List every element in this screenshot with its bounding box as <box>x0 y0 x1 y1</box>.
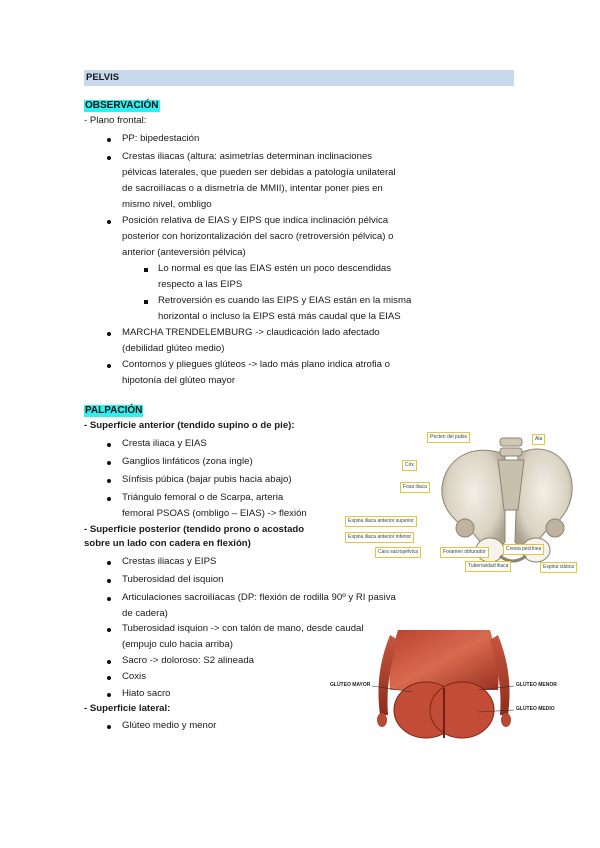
obs-bullet-3-line-2: posterior con horizontalización del sacro (retroversión pélvica) o <box>122 231 394 242</box>
bullet-icon <box>107 332 111 336</box>
bullet-icon <box>107 628 111 632</box>
lat-bullet-1: Glúteo medio y menor <box>122 720 217 731</box>
obs-bullet-3-line-3: anterior (anteversión pélvica) <box>122 247 246 258</box>
bullet-icon <box>107 497 111 501</box>
post-bullet-3-line-1: Articulaciones sacroilíacas (DP: flexión de rodilla 90º y RI pasiva <box>122 592 396 603</box>
bullet-icon <box>107 579 111 583</box>
post-bullet-4-line-2: (empujo culo hacia arriba) <box>122 639 233 650</box>
ant-bullet-4-line-2: femoral PSOAS (ombligo – EIAS) -> flexión <box>122 508 307 519</box>
post-bullet-3-line-2: de cadera) <box>122 608 168 619</box>
bullet-icon <box>107 693 111 697</box>
ant-bullet-1: Cresta iliaca y EIAS <box>122 438 207 449</box>
superficie-posterior-subheading-2: sobre un lado con cadera en flexión) <box>84 538 251 549</box>
pelvis-bone-figure <box>340 432 580 580</box>
sub-bullet-icon <box>144 300 148 304</box>
label-foramen: Foramen obturador <box>440 547 489 558</box>
label-cara: Cara sacropélvica <box>375 547 421 558</box>
obs-bullet-5-line-2: hipotonía del glúteo mayor <box>122 375 236 386</box>
bullet-icon <box>107 597 111 601</box>
ant-bullet-4-line-1: Triángulo femoral o de Scarpa, arteria <box>122 492 284 503</box>
post-bullet-1: Crestas iliacas y EIPS <box>122 556 217 567</box>
obs-bullet-3-line-1: Posición relativa de EIAS y EIPS que indica inclinación pélvica <box>122 215 389 226</box>
label-gluteo-mayor: GLÚTEO MAYOR <box>330 682 371 688</box>
label-gluteo-menor: GLÚTEO MENOR <box>516 682 557 688</box>
post-bullet-6: Coxis <box>122 671 146 682</box>
bullet-icon <box>107 156 111 160</box>
bullet-icon <box>107 220 111 224</box>
bullet-icon <box>107 461 111 465</box>
bullet-icon <box>107 725 111 729</box>
obs-bullet-5-line-1: Contornos y pliegues glúteos -> lado más plano indica atrofia o <box>122 359 390 370</box>
label-cresta-pectinea: Cresta pectínea <box>503 544 544 555</box>
obs-sub-1-line-2: respecto a las EIPS <box>158 279 243 290</box>
obs-sub-2-line-1: Retroversión es cuando las EIPS y EIAS están en la misma <box>158 295 412 306</box>
label-cox: Cóx <box>402 460 417 471</box>
bullet-icon <box>107 561 111 565</box>
obs-bullet-2-line-4: mismo nivel, ombligo <box>122 199 212 210</box>
post-bullet-5: Sacro -> doloroso: S2 alineada <box>122 655 254 666</box>
label-eias: Espina iliaca anterior superior <box>345 516 417 527</box>
obs-sub-2-line-2: horizontal o incluso la EIPS está más caudal que la EIAS <box>158 311 401 322</box>
sub-bullet-icon <box>144 268 148 272</box>
label-eiai: Espina iliaca anterior inferior <box>345 532 414 543</box>
ant-bullet-3: Sínfisis púbica (bajar pubis hacia abajo) <box>122 474 292 485</box>
obs-sub-1-line-1: Lo normal es que las EIAS estén un poco descendidas <box>158 263 392 274</box>
bullet-icon <box>107 138 111 142</box>
obs-bullet-2-line-3: de sacroilíacas o a dismetría de MMII), intentar poner pies en <box>122 183 383 194</box>
obs-bullet-2-line-1: Crestas iliacas (altura: asimetrías determinan inclinaciones <box>122 151 373 162</box>
label-gluteo-medio: GLÚTEO MEDIO <box>516 706 555 712</box>
obs-bullet-4-line-1: MARCHA TRENDELEMBURG -> claudicación lado afectado <box>122 327 380 338</box>
observacion-heading: OBSERVACIÓN <box>85 100 159 111</box>
superficie-lateral-subheading: - Superficie lateral: <box>84 703 171 714</box>
label-tuberosidad: Tuberosidad iliaca <box>465 561 511 572</box>
ant-bullet-2: Ganglios linfáticos (zona ingle) <box>122 456 253 467</box>
palpacion-heading: PALPACIÓN <box>85 405 143 416</box>
bullet-icon <box>107 364 111 368</box>
superficie-posterior-subheading-1: - Superficie posterior (tendido prono o acostado <box>84 524 305 535</box>
title-bar <box>84 70 514 86</box>
label-pecten: Pecten del pubis <box>427 432 470 443</box>
post-bullet-7: Hiato sacro <box>122 688 171 699</box>
post-bullet-4-line-1: Tuberosidad isquion -> con talón de mano, desde caudal <box>122 623 364 634</box>
page-title: PELVIS <box>86 72 120 83</box>
obs-bullet-2-line-2: pélvicas laterales, que pueden ser debidas a patología unilateral <box>122 167 396 178</box>
superficie-anterior-subheading: - Superficie anterior (tendido supino o de pie): <box>84 420 295 431</box>
bullet-icon <box>107 660 111 664</box>
gluteus-muscle-figure <box>328 630 560 740</box>
label-fosa: Fosa iliaca <box>400 482 430 493</box>
bullet-icon <box>107 479 111 483</box>
obs-bullet-4-line-2: (debilidad glúteo medio) <box>122 343 225 354</box>
label-espina-ciatica: Espina ciática <box>540 562 577 573</box>
plano-frontal-subheading: - Plano frontal: <box>84 115 147 126</box>
post-bullet-2: Tuberosidad del isquion <box>122 574 224 585</box>
bullet-icon <box>107 443 111 447</box>
bullet-icon <box>107 676 111 680</box>
obs-bullet-1-line-1: PP: bipedestación <box>122 133 200 144</box>
label-ala: Ala <box>532 434 545 445</box>
